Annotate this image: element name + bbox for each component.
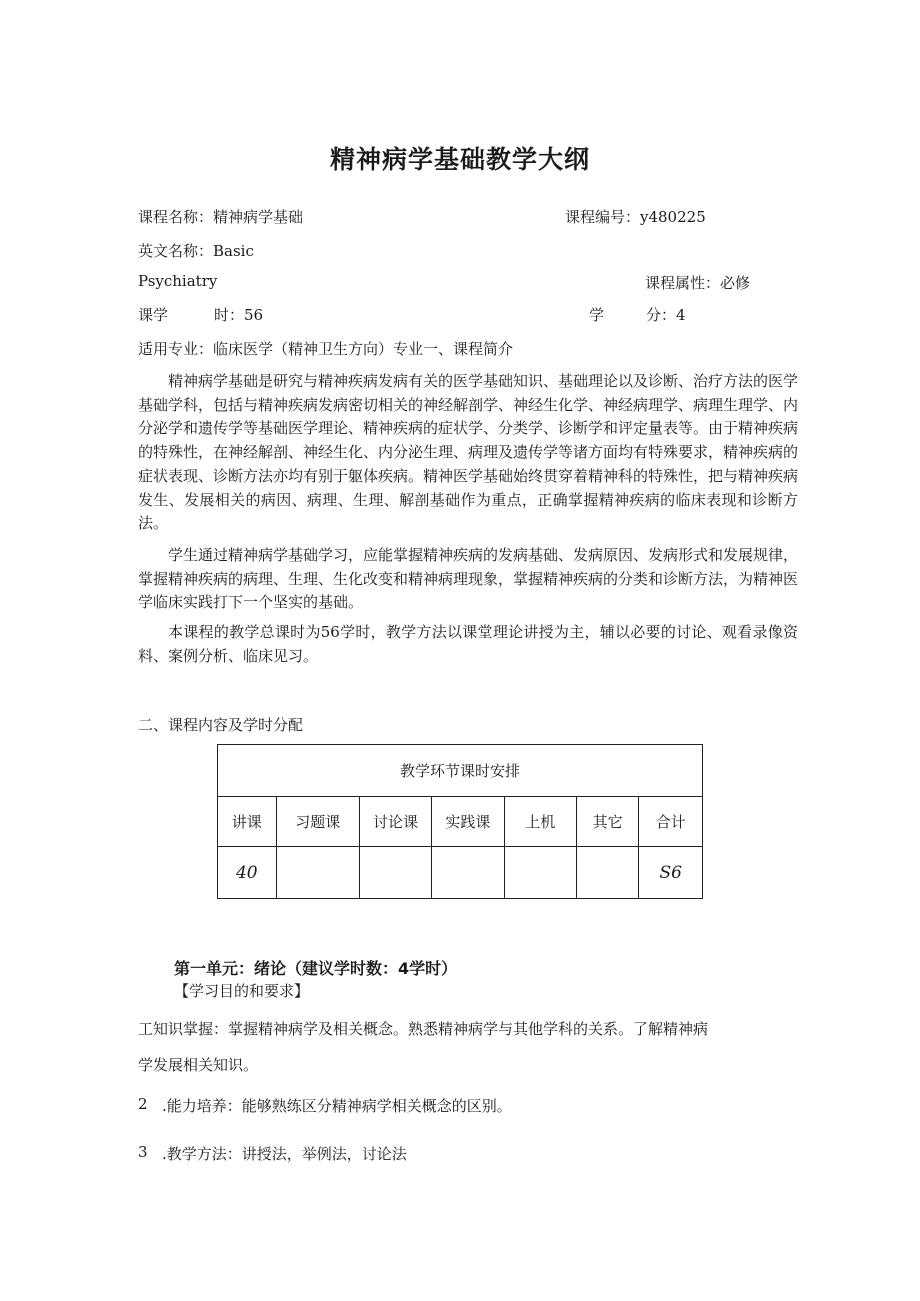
hours-label-a: 课学	[138, 306, 169, 324]
item-3-text: .教学方法：讲授法，举例法，讨论法	[162, 1145, 407, 1163]
val-practice	[432, 847, 504, 899]
val-total: S6	[639, 847, 703, 899]
item-1-line-1: 工知识掌握：掌握精神病学及相关概念。熟悉精神病学与其他学科的关系。了解精神病	[138, 1020, 709, 1038]
course-name: 课程名称：精神病学基础	[138, 208, 304, 226]
goals-label: 【学习目的和要求】	[174, 982, 310, 1000]
item-2-text: .能力培养：能够熟练区分精神病学相关概念的区别。	[162, 1097, 512, 1115]
val-other	[576, 847, 638, 899]
col-exercise: 习题课	[276, 797, 359, 847]
table-title: 教学环节课时安排	[218, 745, 703, 797]
col-total: 合计	[639, 797, 703, 847]
intro-paragraph-1: 精神病学基础是研究与精神疾病发病有关的医学基础知识、基础理论以及诊断、治疗方法的医学基础学科，包括与精神疾病发病密切相关的神经解剖学、神经生化学、神经病理学、病理生理学、内分泌学和遗传学等基础医学理论、精神疾病的症状学、分类学、诊断学和评定量表等。由于精神疾病的特殊性，在神经解剖、神经生化、内分泌生理、病理及遗传学等诸方面均有特殊要求，精神疾病的症状表现、诊断方法亦均有别于躯体疾病。精神医学基础始终贯穿着精神科的特殊性，把与精神疾病发生、发展相关的病因、病理、生理、解剖基础作为重点，正确掌握精神疾病的临床表现和诊断方法。	[138, 372, 799, 533]
val-exercise	[276, 847, 359, 899]
col-discussion: 讨论课	[359, 797, 431, 847]
section-2-heading: 二、课程内容及学时分配	[138, 716, 304, 734]
hours-schedule-table	[217, 744, 703, 899]
item-3-number: 3	[138, 1143, 148, 1161]
col-computer: 上机	[504, 797, 576, 847]
val-lecture: 40	[218, 847, 277, 899]
hours-value: 时：56	[214, 306, 264, 324]
page-title: 精神病学基础教学大纲	[329, 145, 590, 174]
val-computer	[504, 847, 576, 899]
course-code: 课程编号：y480225	[565, 208, 706, 226]
unit-1-heading: 第一单元：绪论（建议学时数：4学时）	[174, 959, 458, 978]
english-name-line1: 英文名称：Basic	[138, 242, 254, 260]
item-1-line-2: 学发展相关知识。	[138, 1056, 259, 1074]
col-practice: 实践课	[432, 797, 504, 847]
val-discussion	[359, 847, 431, 899]
english-name-line2: Psychiatry	[138, 272, 218, 290]
item-2-number: 2	[138, 1095, 148, 1113]
credit-label-a: 学	[589, 306, 605, 324]
applicable-major: 适用专业：临床医学（精神卫生方向）专业一、课程简介	[138, 340, 514, 358]
credit-value: 分：4	[646, 306, 686, 324]
course-attribute: 课程属性：必修	[645, 274, 751, 292]
col-lecture: 讲课	[218, 797, 277, 847]
intro-paragraph-3: 本课程的教学总课时为56学时，教学方法以课堂理论讲授为主，辅以必要的讨论、观看录像资料、案例分析、临床见习。	[138, 623, 798, 665]
col-other: 其它	[576, 797, 638, 847]
intro-paragraph-2: 学生通过精神病学基础学习，应能掌握精神疾病的发病基础、发病原因、发病形式和发展规律，掌握精神疾病的病理、生理、生化改变和精神病理现象，掌握精神疾病的分类和诊断方法，为精神医学临床实践打下一个坚实的基础。	[138, 546, 799, 612]
